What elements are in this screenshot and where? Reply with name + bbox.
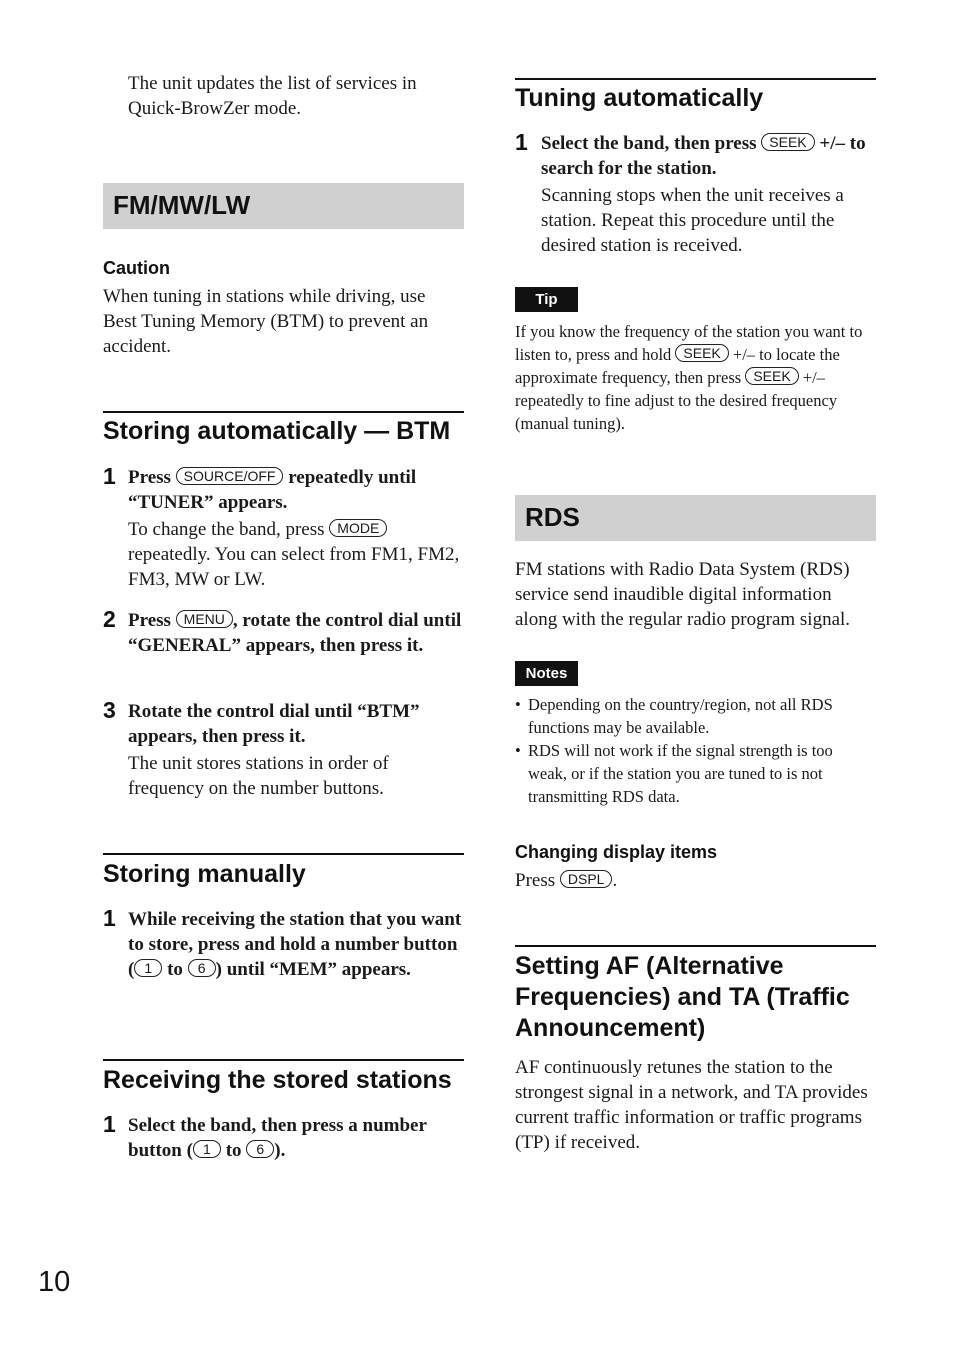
fm-band-heading	[103, 183, 464, 229]
manual-step1-text-a: While receiving the station that you want to store, press and hold a number button (	[128, 909, 462, 980]
receive-title: Receiving the stored stations	[103, 1066, 452, 1094]
tuning-step1-detail: Scanning stops when the unit receives a station. Repeat this procedure until the desired station is received.	[541, 185, 844, 256]
btm-step1-text-a: Press	[128, 467, 171, 488]
seek-key: SEEK	[761, 133, 814, 151]
page-number: 10	[38, 1266, 71, 1298]
manual-rule	[103, 853, 464, 855]
manual-title: Storing manually	[103, 860, 306, 888]
receive-rule	[103, 1059, 464, 1061]
btm-rule	[103, 411, 464, 413]
tuning-title: Tuning automatically	[515, 84, 764, 112]
mode-key: MODE	[329, 519, 387, 537]
af-text: AF continuously retunes the station to the strongest signal in a network, and TA provides current traffic information or traffic programs (TP) if received.	[515, 1057, 868, 1153]
rds-band-heading	[515, 495, 876, 541]
tuning-step1-text-a: Select the band, then press	[541, 133, 757, 154]
display-items-heading: Changing display items	[515, 842, 718, 862]
number-6-key: 6	[188, 959, 216, 977]
btm-step1-text-b: repeatedly until “TUNER” appears.	[128, 467, 417, 513]
intro-text: The unit updates the list of services in Quick-BrowZer mode.	[128, 73, 417, 119]
notes-label: Notes	[515, 661, 578, 686]
af-title: Setting AF (Alternative Frequencies) and TA (Traffic Announcement)	[515, 952, 850, 1042]
receive-step1-number: 1	[103, 1111, 116, 1137]
number-1-key: 1	[193, 1140, 221, 1158]
manual-step1	[128, 907, 464, 982]
tuning-step1-text-b: +/– to search for the station.	[541, 133, 866, 179]
seek-key: SEEK	[745, 367, 798, 385]
display-items-text	[515, 868, 815, 893]
btm-step1-detail-b: repeatedly. You can select from FM1, FM2, FM3, MW or LW.	[128, 544, 460, 590]
display-text-b: .	[612, 870, 618, 891]
number-1-key: 1	[134, 959, 162, 977]
tuning-rule	[515, 78, 876, 80]
tuning-step1-number: 1	[515, 129, 528, 155]
receive-to-word: to	[225, 1140, 242, 1161]
btm-step2	[128, 608, 463, 658]
caution-text: When tuning in stations while driving, use Best Tuning Memory (BTM) to prevent an accident.	[103, 286, 429, 357]
manual-step1-number: 1	[103, 905, 116, 931]
btm-step3-detail: The unit stores stations in order of frequency on the number buttons.	[128, 753, 389, 799]
tip-text-c: +/– repeatedly to fine adjust to the desired frequency (manual tuning).	[515, 368, 838, 433]
af-rule	[515, 945, 876, 947]
fm-band-title: FM/MW/LW	[113, 190, 251, 220]
receive-step1-text-a: Select the band, then press a number button (	[128, 1115, 427, 1161]
rds-band-title: RDS	[525, 502, 580, 532]
manual-step1-text-b: ) until “MEM” appears.	[215, 959, 411, 980]
tip-text-a: If you know the frequency of the station you want to listen to, press and hold	[515, 322, 863, 364]
receive-step1-text-b: ).	[274, 1140, 286, 1161]
btm-step1-number: 1	[103, 463, 116, 489]
btm-step1-detail-a: To change the band, press	[128, 519, 325, 540]
btm-step2-text-b: , rotate the control dial until “GENERAL” appears, then press it.	[128, 610, 462, 656]
dspl-key: DSPL	[560, 870, 613, 888]
list-item: • RDS will not work if the signal strength is too weak, or if the station you are tuned to is not transmitting RDS data.	[515, 739, 871, 808]
manual-to-word: to	[167, 959, 183, 980]
btm-step3: Rotate the control dial until “BTM” appears, then press it.	[128, 701, 420, 747]
btm-step1-detail	[128, 517, 463, 592]
rds-intro: FM stations with Radio Data System (RDS) service send inaudible digital information along with the regular radio program signal.	[515, 559, 851, 630]
number-6-key: 6	[246, 1140, 274, 1158]
btm-step2-number: 2	[103, 606, 116, 632]
btm-title: Storing automatically — BTM	[103, 417, 451, 445]
display-text-a: Press	[515, 870, 556, 891]
btm-step3-number: 3	[103, 697, 116, 723]
tip-text	[515, 320, 877, 435]
btm-step1	[128, 465, 463, 515]
seek-key: SEEK	[675, 344, 728, 362]
caution-heading: Caution	[103, 258, 170, 278]
tip-text-b: +/– to locate the approximate frequency, then press	[515, 345, 840, 387]
menu-key: MENU	[176, 610, 233, 628]
list-item: • Depending on the country/region, not all RDS functions may be available.	[515, 693, 871, 739]
source-off-key: SOURCE/OFF	[176, 467, 284, 485]
tip-label: Tip	[515, 287, 578, 312]
tuning-step1	[541, 131, 876, 181]
rds-notes-list	[515, 693, 871, 808]
btm-step2-text-a: Press	[128, 610, 171, 631]
receive-step1	[128, 1113, 464, 1163]
